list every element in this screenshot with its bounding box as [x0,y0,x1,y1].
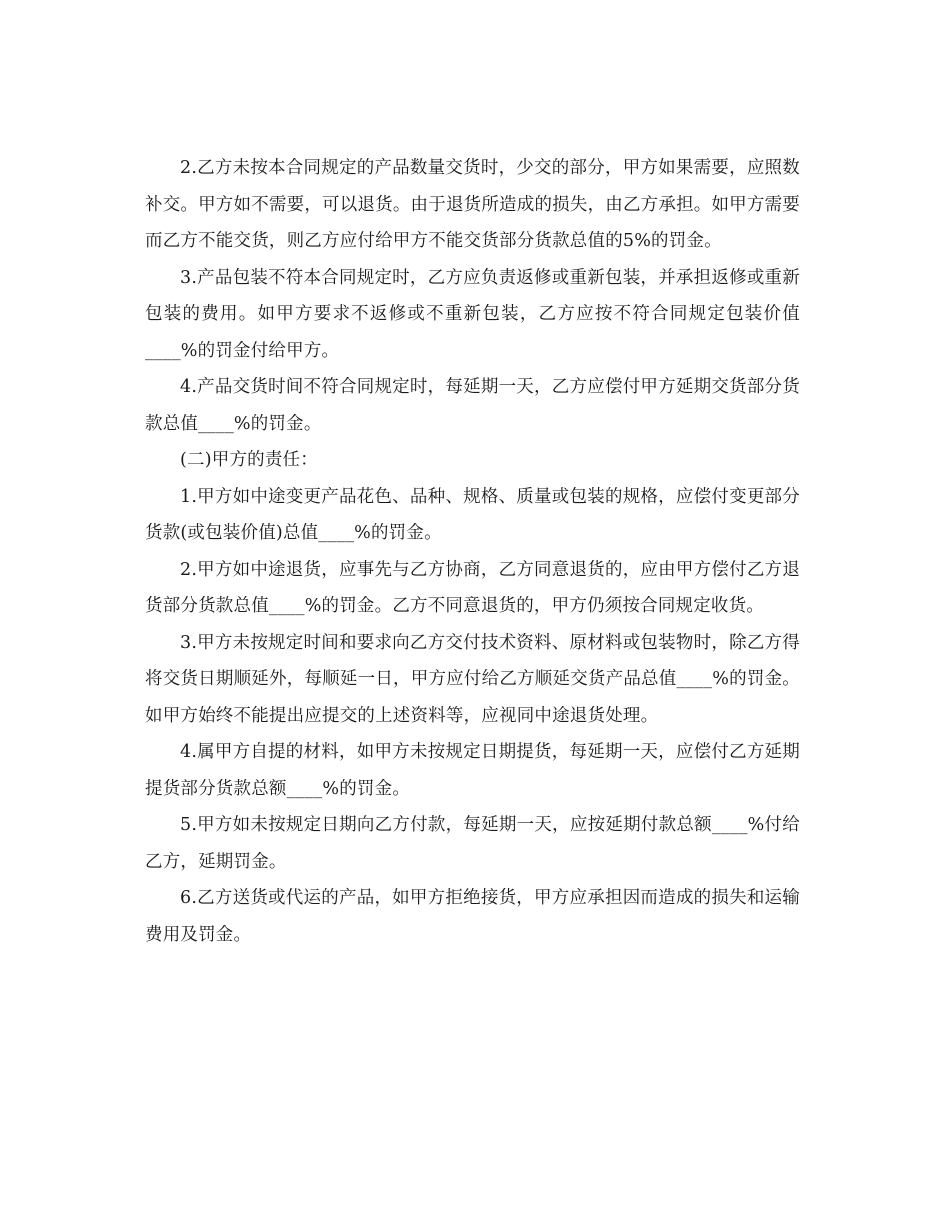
paragraph-buyer-materials: 3.甲方未按规定时间和要求向乙方交付技术资料、原材料或包装物时，除乙方得将交货日期顺延外，每顺延一日，甲方应付给乙方顺延交货产品总值____%的罚金。如甲方始终不能提出应提交的上述资料等，应视同中途退货处理。 [145,632,800,726]
paragraph-seller-packaging: 3.产品包装不符本合同规定时，乙方应负责返修或重新包装，并承担返修或重新包装的费用。如甲方要求不返修或不重新包装，乙方应按不符合同规定包装价值____%的罚金付给甲方。 [145,267,800,361]
section-heading-buyer-liability: (二)甲方的责任： [180,450,318,470]
paragraph-buyer-return: 2.甲方如中途退货，应事先与乙方协商，乙方同意退货的，应由甲方偿付乙方退货部分货款总值____%的罚金。乙方不同意退货的，甲方仍须按合同规定收货。 [145,559,800,616]
paragraph-buyer-change-spec: 1.甲方如中途变更产品花色、品种、规格、质量或包装的规格，应偿付变更部分货款(或包装价值)总值____%的罚金。 [145,486,800,543]
paragraph-seller-quantity-shortfall: 2.乙方未按本合同规定的产品数量交货时，少交的部分，甲方如果需要，应照数补交。甲方如不需要，可以退货。由于退货所造成的损失，由乙方承担。如甲方需要而乙方不能交货，则乙方应付给甲方不能交货部分货款总值的5%的罚金。 [145,158,800,251]
paragraph-buyer-payment: 5.甲方如未按规定日期向乙方付款，每延期一天，应按延期付款总额____%付给乙方，延期罚金。 [145,815,800,872]
paragraph-seller-late-delivery: 4.产品交货时间不符合同规定时，每延期一天，乙方应偿付甲方延期交货部分货款总值____%的罚金。 [145,377,800,434]
document-body [145,150,800,953]
paragraph-buyer-pickup: 4.属甲方自提的材料，如甲方未按规定日期提货，每延期一天，应偿付乙方延期提货部分货款总额____%的罚金。 [145,742,800,799]
paragraph-buyer-refuse-delivery: 6.乙方送货或代运的产品，如甲方拒绝接货，甲方应承担因而造成的损失和运输费用及罚金。 [145,888,800,945]
